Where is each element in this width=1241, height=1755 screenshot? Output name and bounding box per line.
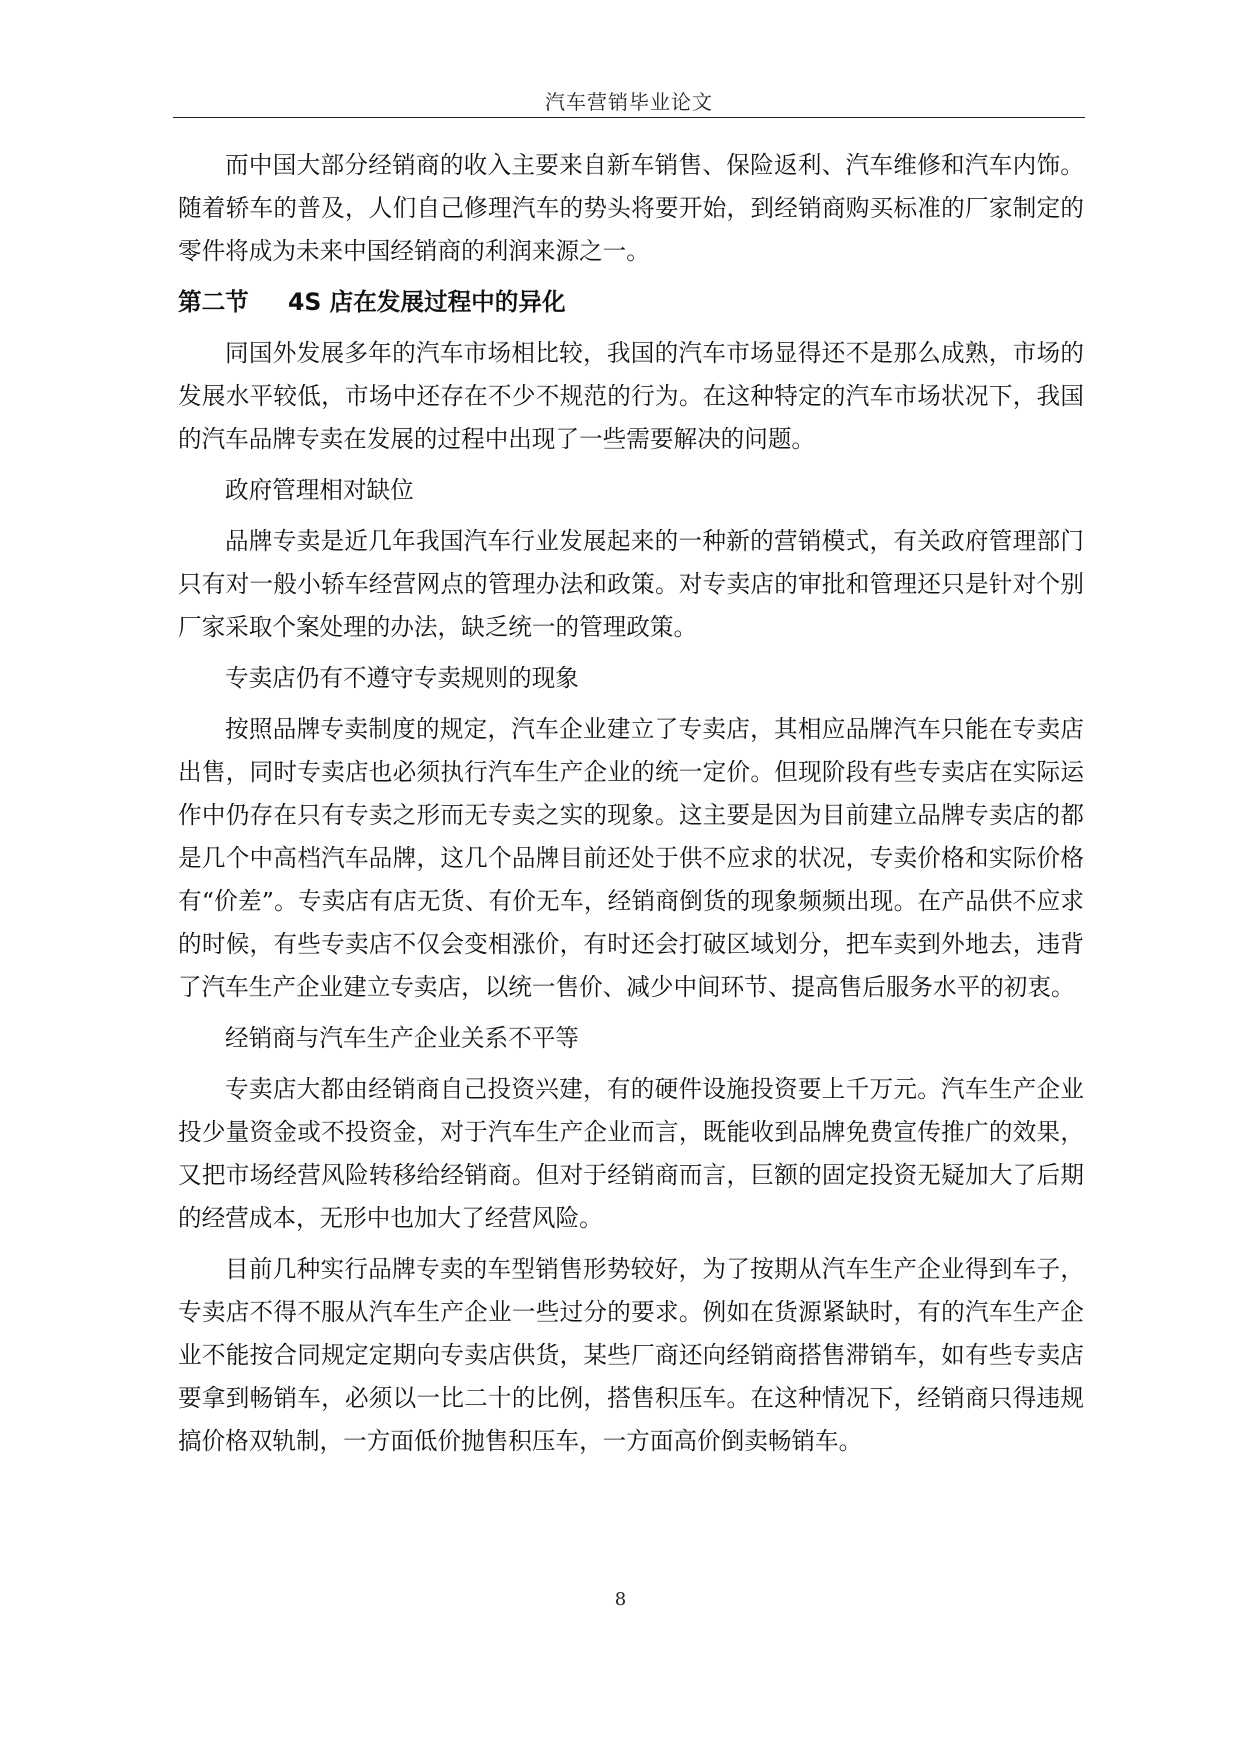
paragraph: 品牌专卖是近几年我国汽车行业发展起来的一种新的营销模式，有关政府管理部门只有对一般小轿车经营网点的管理办法和政策。对专卖店的审批和管理还只是针对个别厂家采取个案处理的办法，缺乏统一的管理政策。 xyxy=(178,527,1084,641)
paragraph: 按照品牌专卖制度的规定，汽车企业建立了专卖店，其相应品牌汽车只能在专卖店出售，同时专卖店也必须执行汽车生产企业的统一定价。但现阶段有些专卖店在实际运作中仍存在只有专卖之形而无专卖之实的现象。这主要是因为目前建立品牌专卖店的都是几个中高档汽车品牌，这几个品牌目前还处于供不应求的状况，专卖价格和实际价格有“价差”。专卖店有店无货、有价无车，经销商倒货的现象频频出现。在产品供不应求的时候，有些专卖店不仅会变相涨价，有时还会打破区域划分，把车卖到外地去，违背了汽车生产企业建立专卖店，以统一售价、减少中间环节、提高售后服务水平的初衷。 xyxy=(178,715,1084,1001)
spacer xyxy=(178,1060,1084,1068)
paragraph-intro: 而中国大部分经销商的收入主要来自新车销售、保险返利、汽车维修和汽车内饰。随着轿车的普及，人们自己修理汽车的势头将要开始，到经销商购买标准的厂家制定的零件将成为未来中国经销商的利润来源之一。 xyxy=(178,151,1084,265)
document-body xyxy=(178,144,1084,1463)
header-rule xyxy=(173,117,1085,118)
page-number: 8 xyxy=(614,1589,627,1610)
spacer xyxy=(178,700,1084,708)
section-number: 第二节 xyxy=(178,288,249,316)
subheading-store-rules: 专卖店仍有不遵守专卖规则的现象 xyxy=(225,664,579,692)
subheading-government-management: 政府管理相对缺位 xyxy=(225,476,414,504)
spacer xyxy=(178,1009,1084,1017)
subheading-dealer-relations: 经销商与汽车生产企业关系不平等 xyxy=(225,1024,579,1052)
running-header: 汽车营销毕业论文 xyxy=(545,90,713,114)
spacer xyxy=(178,324,1084,332)
section-heading xyxy=(178,281,1084,324)
spacer xyxy=(178,461,1084,469)
spacer xyxy=(178,1240,1084,1248)
paragraph: 同国外发展多年的汽车市场相比较，我国的汽车市场显得还不是那么成熟，市场的发展水平较低，市场中还存在不少不规范的行为。在这种特定的汽车市场状况下，我国的汽车品牌专卖在发展的过程中出现了一些需要解决的问题。 xyxy=(178,339,1084,453)
section-title: 4S 店在发展过程中的异化 xyxy=(288,288,566,316)
paragraph: 专卖店大都由经销商自己投资兴建，有的硬件设施投资要上千万元。汽车生产企业投少量资金或不投资金，对于汽车生产企业而言，既能收到品牌免费宣传推广的效果，又把市场经营风险转移给经销商。但对于经销商而言，巨额的固定投资无疑加大了后期的经营成本，无形中也加大了经营风险。 xyxy=(178,1075,1084,1232)
spacer xyxy=(178,273,1084,281)
spacer xyxy=(178,512,1084,520)
spacer xyxy=(178,649,1084,657)
paragraph: 目前几种实行品牌专卖的车型销售形势较好，为了按期从汽车生产企业得到车子，专卖店不得不服从汽车生产企业一些过分的要求。例如在货源紧缺时，有的汽车生产企业不能按合同规定定期向专卖店供货，某些厂商还向经销商搭售滞销车，如有些专卖店要拿到畅销车，必须以一比二十的比例，搭售积压车。在这种情况下，经销商只得违规搞价格双轨制，一方面低价抛售积压车，一方面高价倒卖畅销车。 xyxy=(178,1255,1084,1455)
